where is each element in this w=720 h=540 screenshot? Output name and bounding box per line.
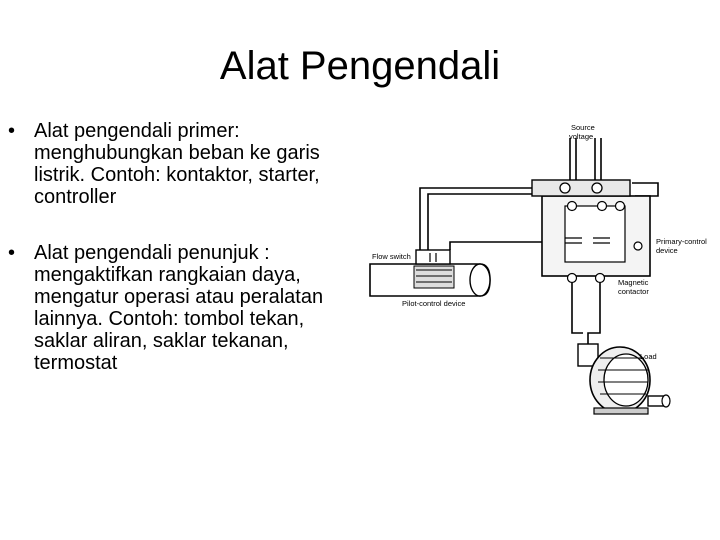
source-wires — [570, 138, 601, 180]
bullet-text: Alat pengendali penunjuk : mengaktifkan rangkaian daya, mengatur operasi atau peralatan lainnya. Contoh: tombol tekan, saklar aliran, saklar tekanan, termostat — [34, 242, 324, 374]
bullet-text: Alat pengendali primer: menghubungkan beban ke garis listrik. Contoh: kontaktor, starter, controller — [34, 120, 320, 208]
primary-control-label-line2: device — [656, 246, 678, 255]
magnetic-contactor-label-line1: Magnetic — [618, 278, 649, 287]
slide-title: Alat Pengendali — [219, 44, 501, 88]
bullet-marker: • — [8, 242, 16, 264]
load-wires — [572, 283, 600, 346]
bullet-list — [8, 120, 360, 408]
flow-switch-label: Flow switch — [372, 252, 411, 261]
load-label: Load — [640, 352, 657, 361]
pilot-control-device-label: Pilot-control device — [402, 299, 466, 308]
magnetic-contactor-label-line2: contactor — [618, 287, 649, 296]
source-voltage-label-line1: Source — [571, 123, 595, 132]
bullet-item-primary-control — [8, 120, 360, 208]
magnetic-contactor — [532, 180, 650, 283]
bullet-item-pilot-control — [8, 242, 360, 374]
motor-control-diagram — [350, 118, 720, 438]
primary-control-label-line1: Primary-control — [656, 237, 707, 246]
source-voltage-label-line2: voltage — [569, 132, 594, 141]
bullet-marker: • — [8, 120, 16, 142]
